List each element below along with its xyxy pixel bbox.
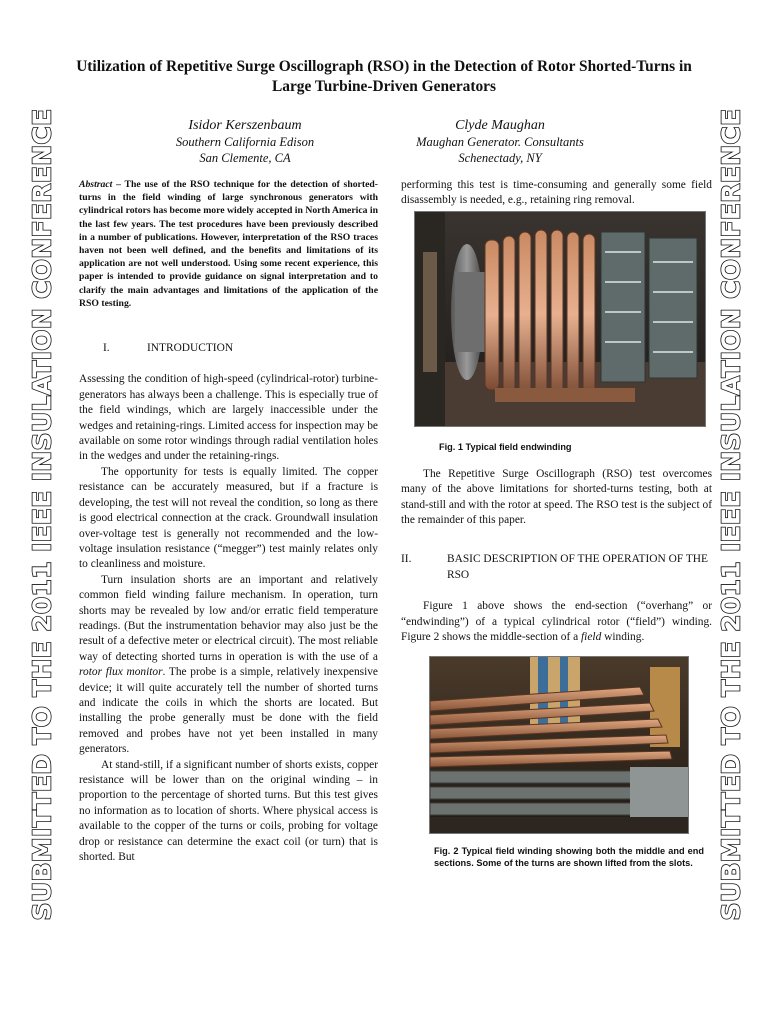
section-heading-introduction [79, 341, 378, 356]
author-block-2 [400, 117, 600, 166]
abstract-text: – The use of the RSO technique for the detection of shorted-turns in the field winding of large synchronous generators with cylindrical rotors has become more widely accepted in North America in the last few years. The test procedures have been previously described in a number of publications. However, interpretation of the RSO traces haven not been well defined, and the benefits and limitations of its application are not well understood. Using some recent experience, this paper is intended to provide guidance on signal interpretation and to clarify the main advantages and limitations of the application of the RSO testing. [79, 179, 378, 309]
author-affiliation: Southern California Edison [175, 135, 315, 149]
conference-banner-left [24, 108, 60, 920]
section-heading-basic-description [401, 552, 712, 583]
right-paragraph-0: performing this test is time-consuming and generally some field disassembly is needed, e.g., retaining ring removal. [401, 179, 712, 207]
figure-1-endwinding-photo [414, 211, 706, 427]
author-location: Schenectady, NY [458, 150, 542, 165]
figure-1-caption: Fig. 1 Typical field endwinding [439, 441, 572, 452]
author-block-1 [150, 117, 340, 166]
right-paragraph-2-part-2: winding. [601, 631, 645, 644]
intro-paragraph-2: The opportunity for tests is equally limited. The copper resistance can be accurately measured, but if a fracture is developing, the test will not reveal the condition, so long as there is good electrical connection at the crack. Groundwall insulation over-voltage test is generally not recommended and the low-voltage insulation resistance (“megger”) test mainly relates only to cleanliness and moisture. [79, 465, 378, 571]
paper-title: Utilization of Repetitive Surge Oscillograph (RSO) in the Detection of Rotor Shorted-Turns in Large Turbine-Driven Generators [76, 58, 692, 95]
conference-banner-right [713, 108, 749, 920]
figure-2-caption: Fig. 2 Typical field winding showing both the middle and end sections. Some of the turns are shown lifted from the slots. [434, 846, 704, 869]
conference-banner-text: SUBMITTED TO THE 2011 IEEE INSULATION CONFERENCE [27, 108, 57, 920]
left-column [79, 178, 378, 865]
abstract [79, 178, 378, 310]
author-name: Isidor Kerszenbaum [188, 118, 302, 133]
intro-paragraph-1: Assessing the condition of high-speed (cylindrical-rotor) turbine-generators has always been a challenge. This is especially true of the field windings, which are largely inaccessible under the wedges and retaining-rings. Limited access for inspection may be available on some rotor windings through radial ventilation holes in the wedges and under the retaining-rings. [79, 373, 378, 463]
right-column [401, 178, 712, 869]
endwinding-photo-drawing [415, 212, 705, 426]
field-winding-photo-drawing [430, 657, 688, 833]
section-number: I. [103, 342, 110, 355]
section-title: INTRODUCTION [147, 342, 234, 355]
intro-paragraph-3-part-2: . The probe is a simple, relatively inexpensive device; it will quite accurately tell the number of shorted turns and indicate the coils in which the shorts are located. But installing the probe generally must be done with the field removed and probes have not yet been installed in many generators. [79, 666, 378, 756]
right-paragraph-2-part-1: Figure 1 above shows the end-section (“overhang” or “endwinding”) of a typical cylindrical rotor (“field”) winding. Figure 2 shows the middle-section of a [401, 600, 712, 644]
author-location: San Clemente, CA [199, 150, 291, 165]
figure-2-field-winding-photo [429, 656, 689, 834]
intro-paragraph-3-part-1: Turn insulation shorts are an important and relatively common field winding failure mechanism. In operation, turn shorts may be revealed by low and/or erratic field temperature readings. (But the instrumentation behavior may also just be the result of a defective meter or electrical circuit). The most reliable way of detecting shorted turns in operation is with the use of a [79, 573, 378, 663]
emphasis-rotor-flux-monitor: rotor flux monitor [79, 666, 163, 679]
right-paragraph-2 [401, 599, 712, 645]
author-name: Clyde Maughan [455, 118, 545, 133]
intro-paragraph-3 [79, 573, 378, 758]
right-paragraph-1: The Repetitive Surge Oscillograph (RSO) test overcomes many of the above limitations for shorted-turns testing, both at stand-still and with the rotor at speed. The RSO test is the subject of the remainder of this paper. [401, 467, 712, 527]
conference-banner-text: SUBMITTED TO THE 2011 IEEE INSULATION CONFERENCE [716, 108, 746, 920]
author-affiliation: Maughan Generator. Consultants [416, 135, 584, 149]
emphasis-field: field [581, 631, 602, 644]
section-title: BASIC DESCRIPTION OF THE OPERATION OF THE RSO [447, 553, 708, 581]
abstract-label: Abstract [79, 179, 113, 190]
section-number: II. [401, 553, 412, 566]
intro-paragraph-4: At stand-still, if a significant number of shorts exists, copper resistance will be lower than on the original winding – in proportion to the percentage of shorted turns. But this test gives no information as to location of shorts. Where physical access is available to the copper of the turns or coils, probing for voltage drop or resistance can determine the exact coil (or turn) that is shorted. But [79, 758, 378, 864]
